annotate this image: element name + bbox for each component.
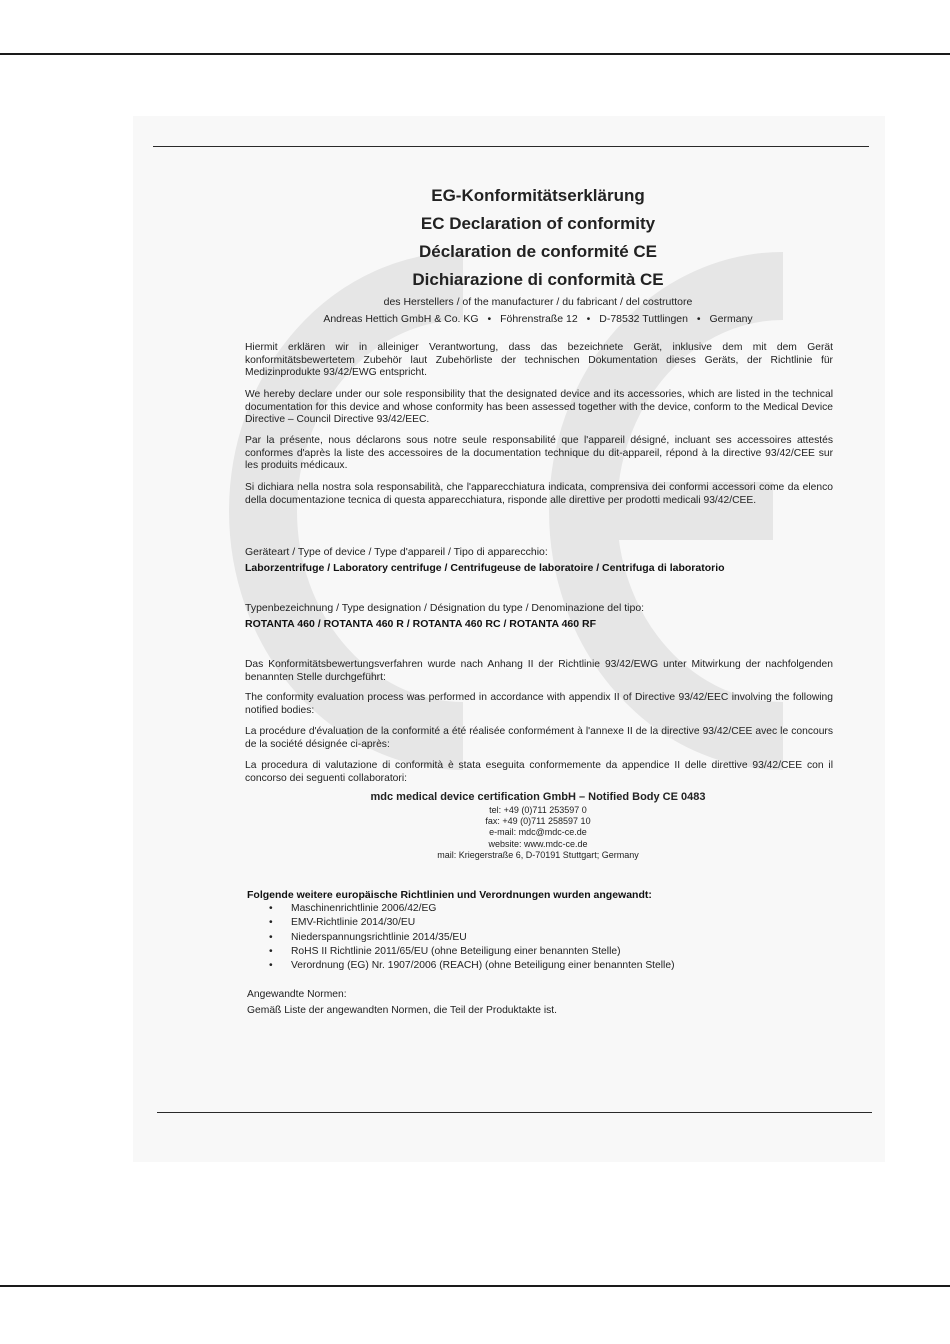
declaration-french: Par la présente, nous déclarons sous notre seule responsabilité que l'appareil désigné, incluant ses accessoires attestés conformes d'après la liste des accessoires de la documentation technique du dit-appareil, répond à la directive 93/42/CEE sur les produits médicaux. — [245, 435, 833, 471]
procedure-english: The conformity evaluation process was performed in accordance with appendix II of Directive 93/42/EEC involving the following notified bodies: — [245, 692, 833, 716]
declaration-german: Hiermit erklären wir in alleiniger Verantwortung, dass das bezeichnete Gerät, inklusive dem mit dem Gerät konformitätsbewertetem Zubehör laut Zubehörliste der technischen Dokumentation dieses Geräts, der Richtlinie für Medizinprodukte 93/42/EWG entspricht. — [245, 342, 833, 378]
applied-norms-label: Angewandte Normen: — [247, 989, 347, 1000]
declaration-titles — [133, 182, 885, 294]
title-italian: Dichiarazione di conformità CE — [412, 270, 664, 289]
list-item — [267, 945, 675, 959]
notified-body-mail: mail: Kriegerstraße 6, D-70191 Stuttgart; Germany — [437, 850, 639, 860]
manufacturer-country: Germany — [709, 313, 753, 325]
applied-norms-text: Gemäß Liste der angewandten Normen, die Teil der Produktakte ist. — [247, 1005, 558, 1016]
page-top-rule — [0, 53, 950, 55]
manufacturer-street: Föhrenstraße 12 — [500, 313, 578, 325]
directive-text: EMV-Richtlinie 2014/30/EU — [291, 917, 416, 929]
page-bottom-rule — [0, 1285, 950, 1287]
manufacturer-intro: des Herstellers / of the manufacturer / du fabricant / del costruttore — [383, 296, 693, 308]
separator-bullet: • — [586, 313, 591, 325]
certificate-content — [133, 116, 885, 1162]
notified-body-fax: fax: +49 (0)711 258597 10 — [485, 816, 591, 826]
title-french: Déclaration de conformité CE — [418, 242, 658, 261]
manufacturer-name: Andreas Hettich GmbH & Co. KG — [323, 313, 479, 325]
notified-body-tel: tel: +49 (0)711 253597 0 — [489, 805, 587, 815]
directive-text: RoHS II Richtlinie 2011/65/EU (ohne Beteiligung einer benannten Stelle) — [291, 945, 621, 957]
directive-text: Maschinenrichtlinie 2006/42/EG — [291, 903, 437, 914]
bullet-icon: • — [269, 917, 273, 929]
device-type-value: Laborzentrifuge / Laboratory centrifuge / Centrifugeuse de laboratoire / Centrifuga di laboratorio — [245, 562, 725, 574]
list-item — [267, 931, 675, 945]
manufacturer-address — [133, 313, 885, 325]
procedure-italian: La procedura di valutazione di conformità è stata eseguita conformemente da appendice II delle direttive 93/42/CEE con il concorso dei seguenti collaboratori: — [245, 760, 833, 784]
bullet-icon: • — [269, 903, 273, 914]
bullet-icon: • — [269, 931, 273, 943]
type-designation-label: Typenbezeichnung / Type designation / Désignation du type / Denominazione del tipo: — [245, 602, 645, 614]
list-item — [267, 959, 675, 973]
list-item — [267, 902, 675, 916]
procedure-german: Das Konformitätsbewertungsverfahren wurde nach Anhang II der Richtlinie 93/42/EWG unter Mitwirkung der nachfolgenden benannten Stelle durchgeführt: — [245, 659, 833, 683]
notified-body-name: mdc medical device certification GmbH – Notified Body CE 0483 — [370, 791, 706, 803]
declaration-english: We hereby declare under our sole responsibility that the designated device and its accessories, which are listed in the technical documentation for this device and whose conformity has been assessed together with the device, conform to the Medical Device Directive – Council Directive 93/42/EEC. — [245, 389, 833, 425]
bullet-icon: • — [269, 945, 273, 957]
device-type-label: Geräteart / Type of device / Type d'appareil / Tipo di apparecchio: — [245, 546, 548, 558]
notified-body-email: e-mail: mdc@mdc-ce.de — [489, 827, 587, 837]
further-directives-list — [267, 902, 675, 973]
type-designation-value: ROTANTA 460 / ROTANTA 460 R / ROTANTA 460 RC / ROTANTA 460 RF — [245, 618, 597, 630]
directive-text: Verordnung (EG) Nr. 1907/2006 (REACH) (ohne Beteiligung einer benannten Stelle) — [291, 960, 675, 972]
scanned-certificate — [133, 116, 885, 1162]
declaration-italian: Si dichiara nella nostra sola responsabilità, che l'apparecchiatura indicata, comprensiva dei conformi accessori come da elenco della documentazione tecnica di questa apparecchiatura, risponde alle direttive per prodotti medicali 93/42/CEE. — [245, 482, 833, 506]
procedure-french: La procédure d'évaluation de la conformité a été réalisée conformément à l'annexe II de la directive 93/42/CEE avec le concours de la société désignée ci-après: — [245, 726, 833, 750]
further-directives-title: Folgende weitere europäische Richtlinien und Verordnungen wurden angewandt: — [247, 889, 652, 901]
separator-bullet: • — [696, 313, 701, 325]
title-english: EC Declaration of conformity — [420, 214, 656, 233]
title-german: EG-Konformitätserklärung — [431, 186, 645, 205]
notified-body-website: website: www.mdc-ce.de — [488, 839, 588, 849]
manufacturer-city: D-78532 Tuttlingen — [599, 313, 688, 325]
directive-text: Niederspannungsrichtlinie 2014/35/EU — [291, 931, 467, 943]
bullet-icon: • — [269, 960, 273, 972]
list-item — [267, 916, 675, 930]
separator-bullet: • — [487, 313, 492, 325]
